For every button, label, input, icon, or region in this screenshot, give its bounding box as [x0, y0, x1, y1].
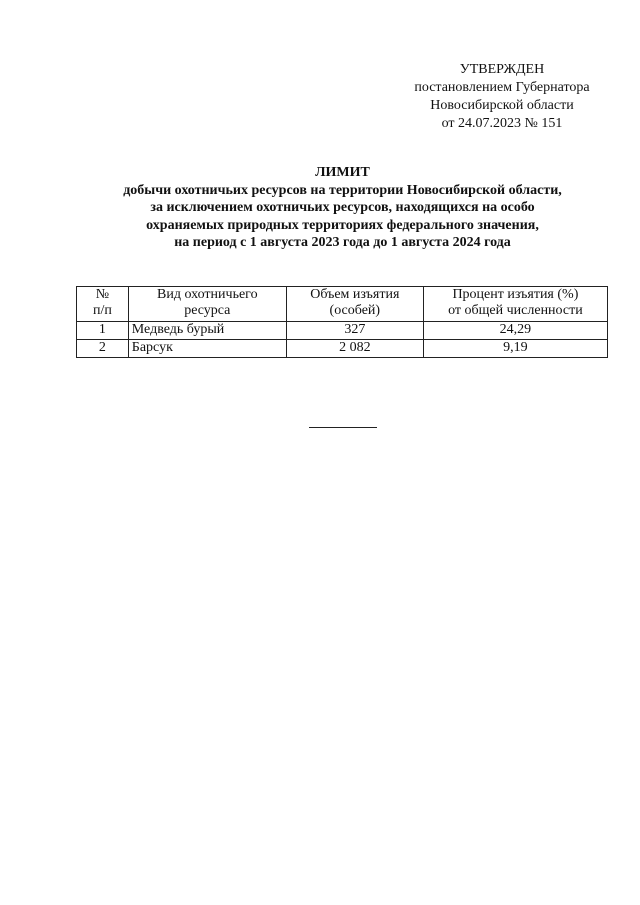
header-volume: Объем изъятия (особей) [286, 287, 423, 322]
row-resource: Барсук [128, 340, 286, 358]
approval-date-number: от 24.07.2023 № 151 [441, 116, 563, 131]
header-num: № п/п [77, 287, 129, 322]
row-num: 1 [77, 322, 129, 340]
header-percent: Процент изъятия (%) от общей численности [423, 287, 607, 322]
document-title [60, 164, 625, 252]
title-line-1: добычи охотничьих ресурсов на территории Новосибирской области, [123, 182, 562, 198]
row-num: 2 [77, 340, 129, 358]
approval-block [396, 61, 608, 133]
table-row [77, 340, 608, 358]
row-percent: 24,29 [423, 322, 607, 340]
limits-table [76, 286, 608, 358]
end-separator-line [309, 427, 377, 428]
row-percent: 9,19 [423, 340, 607, 358]
approval-region: Новосибирской области [430, 98, 574, 113]
approval-status: УТВЕРЖДЕН [459, 62, 545, 77]
table-header-row [77, 287, 608, 322]
table-row [77, 322, 608, 340]
row-resource: Медведь бурый [128, 322, 286, 340]
title-line-3: охраняемых природных территориях федерального значения, [146, 217, 539, 233]
title-line-2: за исключением охотничьих ресурсов, находящихся на особо [150, 200, 535, 215]
header-resource: Вид охотничьего ресурса [128, 287, 286, 322]
row-volume: 2 082 [286, 340, 423, 358]
title-heading: ЛИМИТ [315, 165, 370, 180]
approval-authority: постановлением Губернатора [414, 80, 590, 95]
row-volume: 327 [286, 322, 423, 340]
title-line-4: на период с 1 августа 2023 года до 1 августа 2024 года [174, 235, 511, 250]
